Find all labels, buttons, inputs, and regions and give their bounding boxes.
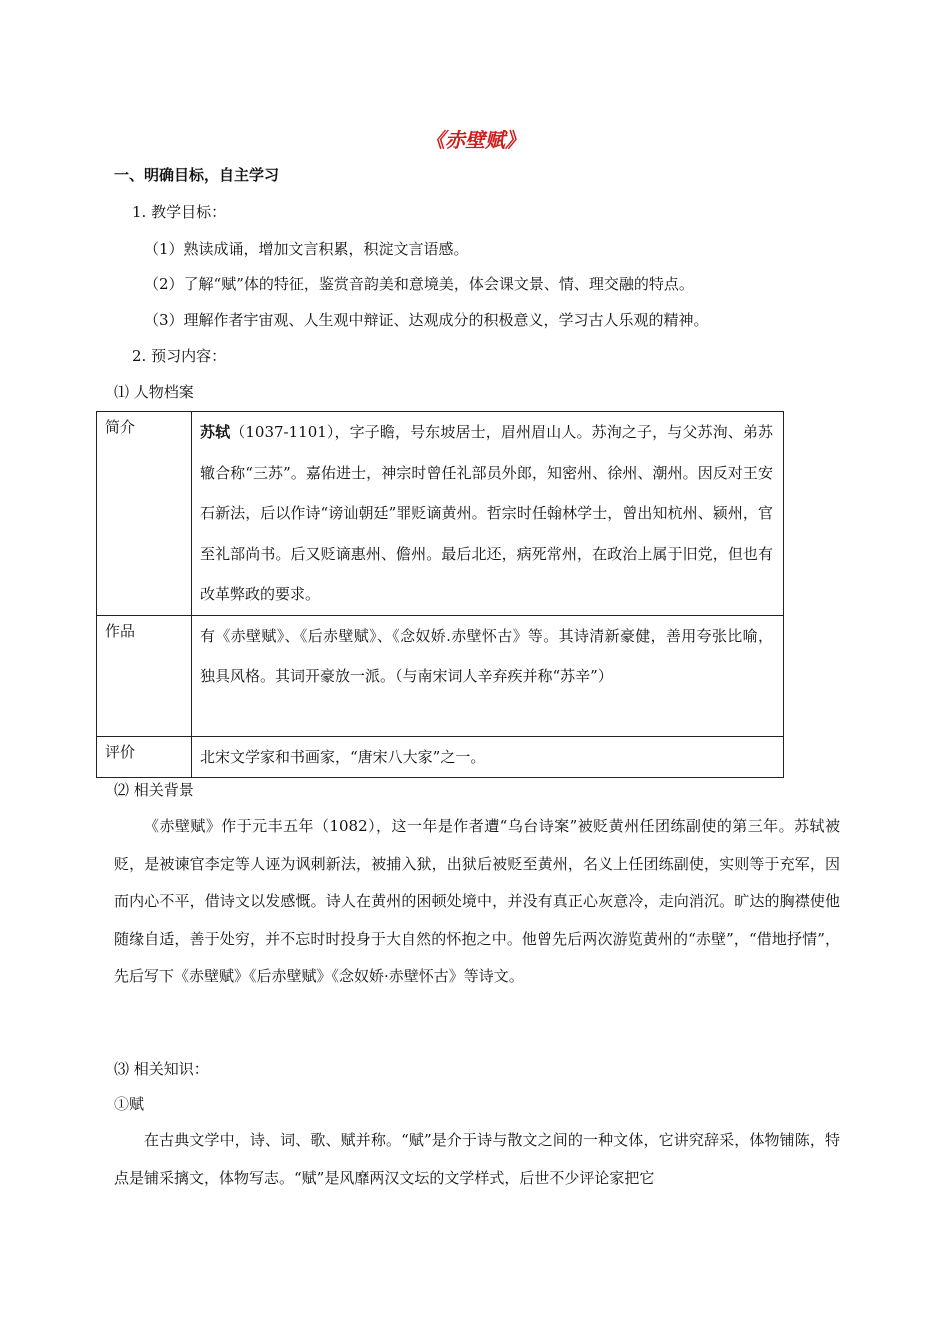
profile-label: ⑴ 人物档案 — [114, 383, 194, 401]
bio-text: （1037-1101），字子瞻，号东坡居士，眉州眉山人。苏洵之子，与父苏洵、弟苏辙合称“三苏”。嘉佑进士，神宗时曾任礼部员外郎，知密州、徐州、潮州。因反对王安石新法，后以作诗“谤讪朝廷”罪贬谪黄州。哲宗时任翰林学士，曾出知杭州、颍州，官至礼部尚书。后又贬谪惠州、儋州。最后北还，病死常州，在政治上属于旧党，但也有改革弊政的要求。 — [200, 423, 773, 603]
author-name: 苏轼 — [200, 423, 231, 441]
goal-item: （2）了解“赋”体的特征，鉴赏音韵美和意境美，体会课文景、情、理交融的特点。 — [144, 275, 694, 293]
goal-item: （3）理解作者宇宙观、人生观中辩证、达观成分的积极意义，学习古人乐观的精神。 — [144, 311, 709, 329]
row-content — [192, 412, 784, 616]
profile-table — [96, 411, 784, 778]
knowledge-item-label: ①赋 — [114, 1095, 145, 1113]
table-row — [97, 412, 784, 616]
row-content: 北宋文学家和书画家，“唐宋八大家”之一。 — [192, 736, 784, 778]
background-label: ⑵ 相关背景 — [114, 781, 194, 799]
row-label: 评价 — [97, 736, 192, 778]
table-row — [97, 615, 784, 736]
goals-label: 1. 教学目标： — [132, 203, 227, 221]
document-title: 《赤壁赋》 — [425, 128, 525, 152]
row-label: 简介 — [97, 412, 192, 616]
goal-item: （1）熟读成诵，增加文言积累，积淀文言语感。 — [144, 240, 469, 258]
section-heading: 一、明确目标，自主学习 — [114, 166, 280, 184]
row-content: 有《赤壁赋》、《后赤壁赋》、《念奴娇.赤壁怀古》等。其诗清新豪健，善用夸张比喻，独具风格。其词开豪放一派。（与南宋词人辛弃疾并称“苏辛”） — [192, 615, 784, 736]
row-label: 作品 — [97, 615, 192, 736]
knowledge-paragraph: 在古典文学中，诗、词、歌、赋并称。“赋”是介于诗与散文之间的一种文体，它讲究辞采，体物铺陈，特点是铺采摛文，体物写志。“赋”是风靡两汉文坛的文学样式，后世不少评论家把它 — [114, 1131, 840, 1187]
preview-label: 2. 预习内容： — [132, 347, 227, 365]
knowledge-label: ⑶ 相关知识： — [114, 1060, 209, 1078]
table-row — [97, 736, 784, 778]
background-paragraph: 《赤壁赋》作于元丰五年（1082），这一年是作者遭“乌台诗案”被贬黄州任团练副使的第三年。苏轼被贬，是被谏官李定等人诬为讽刺新法，被捕入狱，出狱后被贬至黄州，名义上任团练副使，实则等于充军，因而内心不平，借诗文以发感慨。诗人在黄州的困顿处境中，并没有真正心灰意冷，走向消沉。旷达的胸襟使他随缘自适，善于处穷，并不忘时时投身于大自然的怀抱之中。他曾先后两次游览黄州的“赤壁”，“借地抒情”，先后写下《赤壁赋》《后赤壁赋》《念奴娇·赤壁怀古》等诗文。 — [114, 817, 840, 985]
